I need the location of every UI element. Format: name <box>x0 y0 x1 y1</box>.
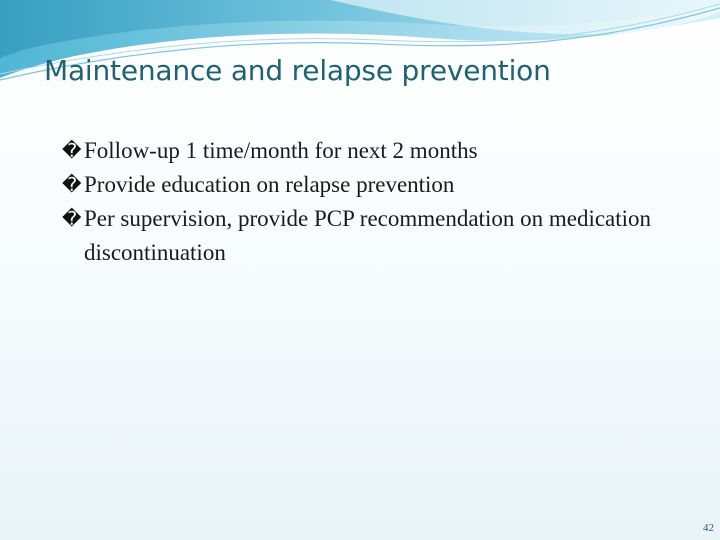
bullet-item <box>62 168 682 202</box>
bullet-text: Provide education on relapse prevention <box>84 172 455 197</box>
page-number: 42 <box>703 522 714 534</box>
bullet-marker: � <box>62 208 82 230</box>
bullet-text: Per supervision, provide PCP recommendation on medication discontinuation <box>84 206 652 265</box>
bullet-list <box>62 134 682 270</box>
bullet-marker: � <box>62 174 82 196</box>
bullet-item <box>62 202 682 270</box>
bullet-text: Follow-up 1 time/month for next 2 months <box>84 138 478 163</box>
bullet-item <box>62 134 682 168</box>
slide-title: Maintenance and relapse prevention <box>44 54 551 87</box>
bullet-marker: � <box>62 140 82 162</box>
